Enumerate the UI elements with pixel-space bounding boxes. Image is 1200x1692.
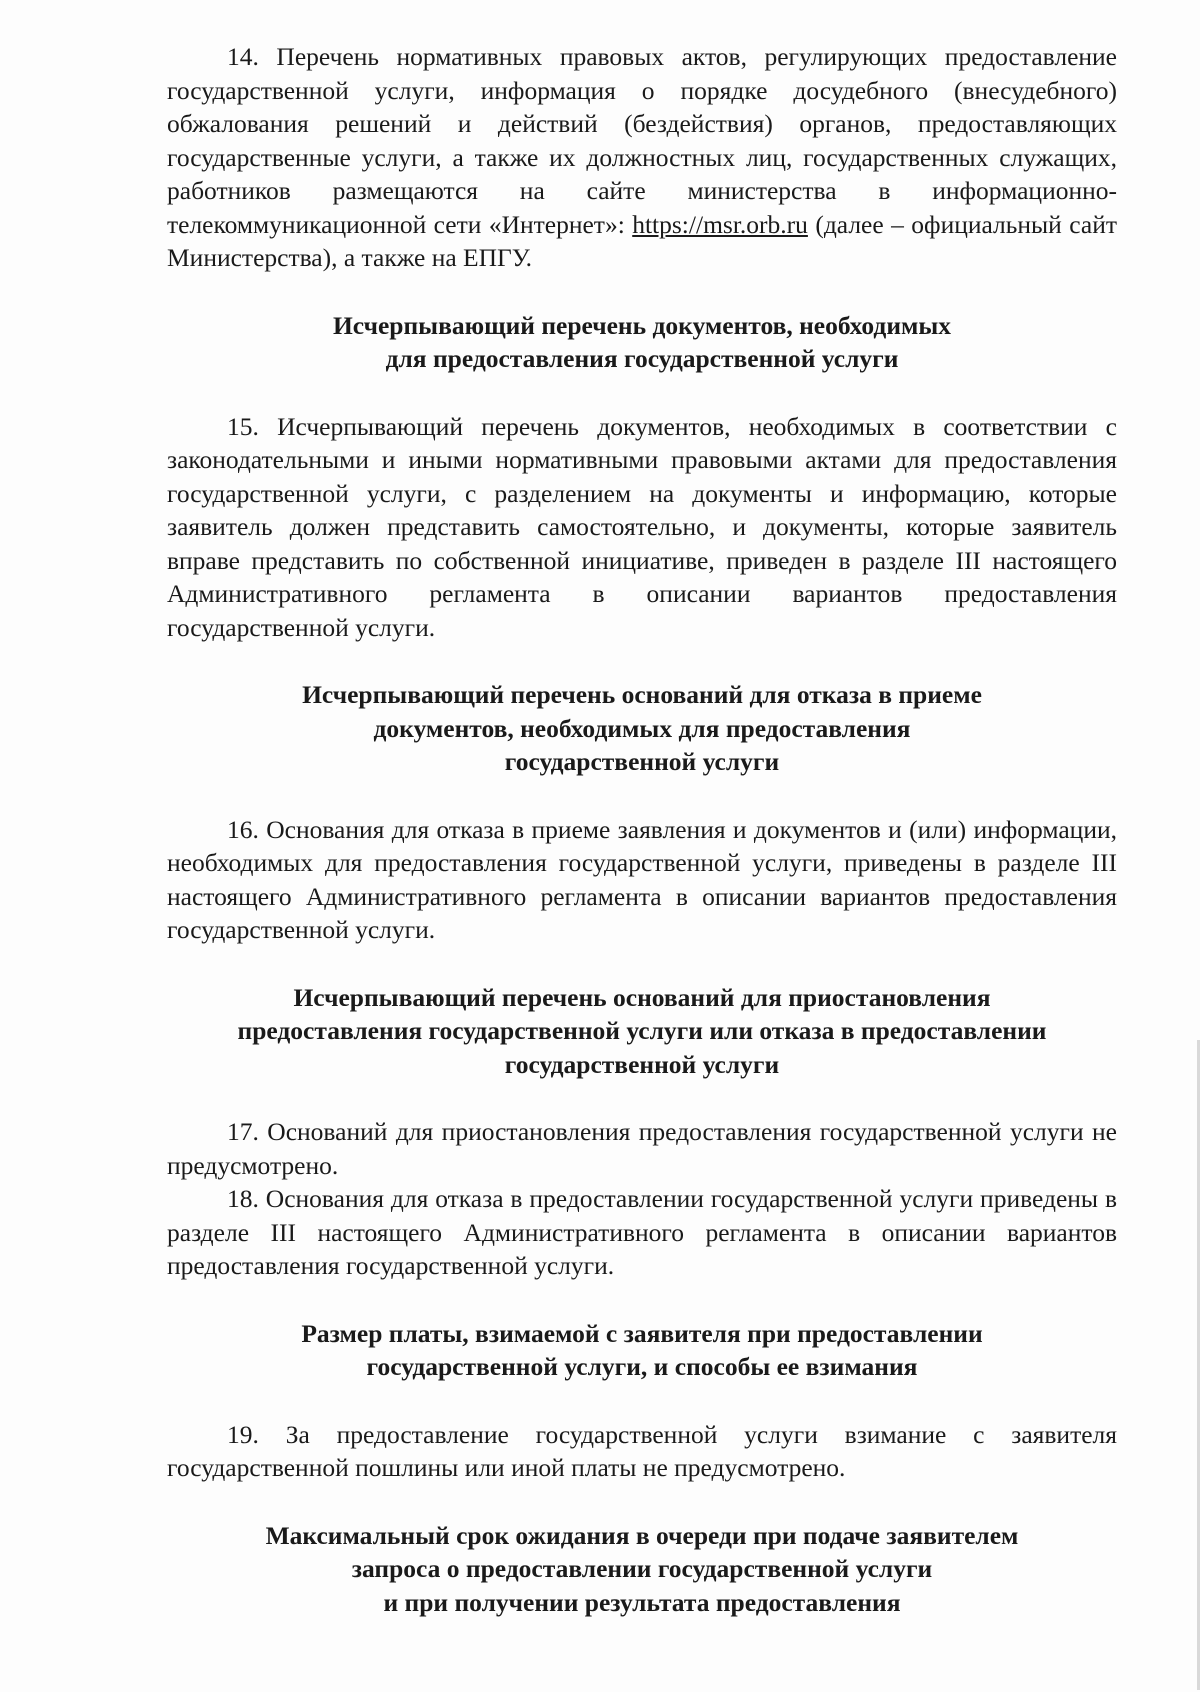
heading-documents-list	[167, 309, 1117, 376]
heading-suspension-line3: государственной услуги	[504, 1049, 780, 1079]
heading-suspension-grounds	[167, 981, 1117, 1082]
heading-refusal-acceptance	[167, 678, 1117, 779]
heading-queue-line1: Максимальный срок ожидания в очереди при подаче заявителем	[265, 1520, 1019, 1550]
document-content	[167, 40, 1117, 1619]
heading-refusal-acceptance-line3: государственной услуги	[504, 747, 780, 776]
heading-documents-line1: Исчерпывающий перечень документов, необходимых	[332, 310, 952, 340]
paragraph-15: 15. Исчерпывающий перечень документов, необходимых в соответствии с законодательными и иными нормативными правовыми актами для предоставления государственной услуги, с разделением на документы и информацию, которые заявитель должен представить самостоятельно, и документы, которые заявитель вправе представить по собственной инициативе, приведен в разделе III настоящего Административного регламента в описании вариантов предоставления государственной услуги.	[167, 411, 1117, 642]
heading-fee	[167, 1317, 1117, 1384]
heading-fee-line1: Размер платы, взимаемой с заявителя при предоставлении	[301, 1318, 983, 1348]
heading-suspension-line2: предоставления государственной услуги или отказа в предоставлении	[237, 1016, 1047, 1045]
heading-fee-line2: государственной услуги, и способы ее взимания	[366, 1352, 918, 1381]
heading-documents-line2: для предоставления государственной услуги	[385, 344, 899, 373]
paragraph-18: 18. Основания для отказа в предоставлении государственной услуги приведены в разделе III настоящего Административного регламента в описании вариантов предоставления государственной услуги.	[167, 1184, 1117, 1280]
heading-refusal-acceptance-line1: Исчерпывающий перечень оснований для отказа в приеме	[302, 680, 982, 709]
heading-queue-time	[167, 1519, 1117, 1620]
heading-queue-line3: и при получении результата предоставления	[383, 1587, 901, 1617]
heading-queue-line2: запроса о предоставлении государственной услуги	[351, 1554, 933, 1583]
paragraph-17: 17. Оснований для приостановления предоставления государственной услуги не предусмотрено.	[167, 1117, 1117, 1180]
paragraph-16: 16. Основания для отказа в приеме заявления и документов и (или) информации, необходимых для предоставления государственной услуги, приведены в разделе III настоящего Административного регламента в описании вариантов предоставления государственной услуги.	[167, 814, 1117, 944]
paragraph-19: 19. За предоставление государственной услуги взимание с заявителя государственной пошлины или иной платы не предусмотрено.	[167, 1419, 1117, 1482]
paragraph-14	[167, 40, 1117, 275]
paragraph-14-tail: (далее – официальный сайт Министерства), а также на ЕПГУ.	[167, 209, 1117, 272]
heading-refusal-acceptance-line2: документов, необходимых для предоставления	[373, 713, 911, 743]
heading-suspension-line1: Исчерпывающий перечень оснований для приостановления	[293, 982, 991, 1012]
paragraph-14-text: 14. Перечень нормативных правовых актов, регулирующих предоставление государственной услуги, информация о порядке досудебного (внесудебного) обжалования решений и действий (бездействия) органов, предоставляющих государственные услуги, а также их должностных лиц, государственных служащих, работников размещаются на сайте министерства в информационно-телекоммуникационной сети «Интернет»:	[167, 42, 1117, 239]
ministry-website-link[interactable]: https://msr.orb.ru	[632, 209, 808, 239]
